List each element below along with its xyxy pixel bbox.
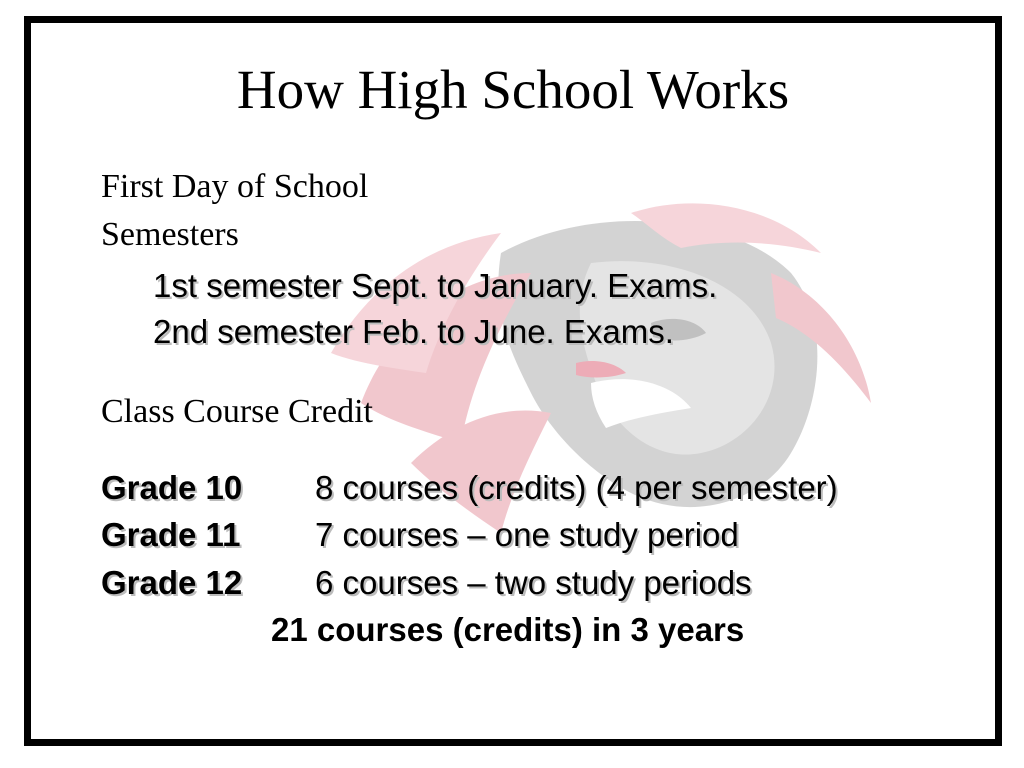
grade-courses: 8 courses (credits) (4 per semester): [315, 469, 838, 506]
grade-courses: 7 courses – one study period: [315, 516, 739, 553]
grade-label: Grade 12: [101, 564, 243, 601]
slide-frame: [24, 16, 1002, 746]
semesters-heading: Semesters: [101, 216, 239, 253]
semester-2-line: 2nd semester Feb. to June. Exams.: [153, 313, 674, 350]
total-credits-line: 21 courses (credits) in 3 years: [271, 611, 745, 648]
grade-label: Grade 11: [101, 516, 241, 553]
semester-1-line: 1st semester Sept. to January. Exams.: [153, 267, 718, 304]
grade-row: [101, 469, 838, 507]
grade-row: [101, 516, 739, 554]
page-title: How High School Works: [236, 59, 790, 120]
grade-row: [101, 564, 752, 602]
class-course-credit-heading: Class Course Credit: [101, 393, 373, 430]
grade-label: Grade 10: [101, 469, 243, 506]
grade-courses: 6 courses – two study periods: [315, 564, 752, 601]
first-day-heading: First Day of School: [101, 168, 369, 205]
